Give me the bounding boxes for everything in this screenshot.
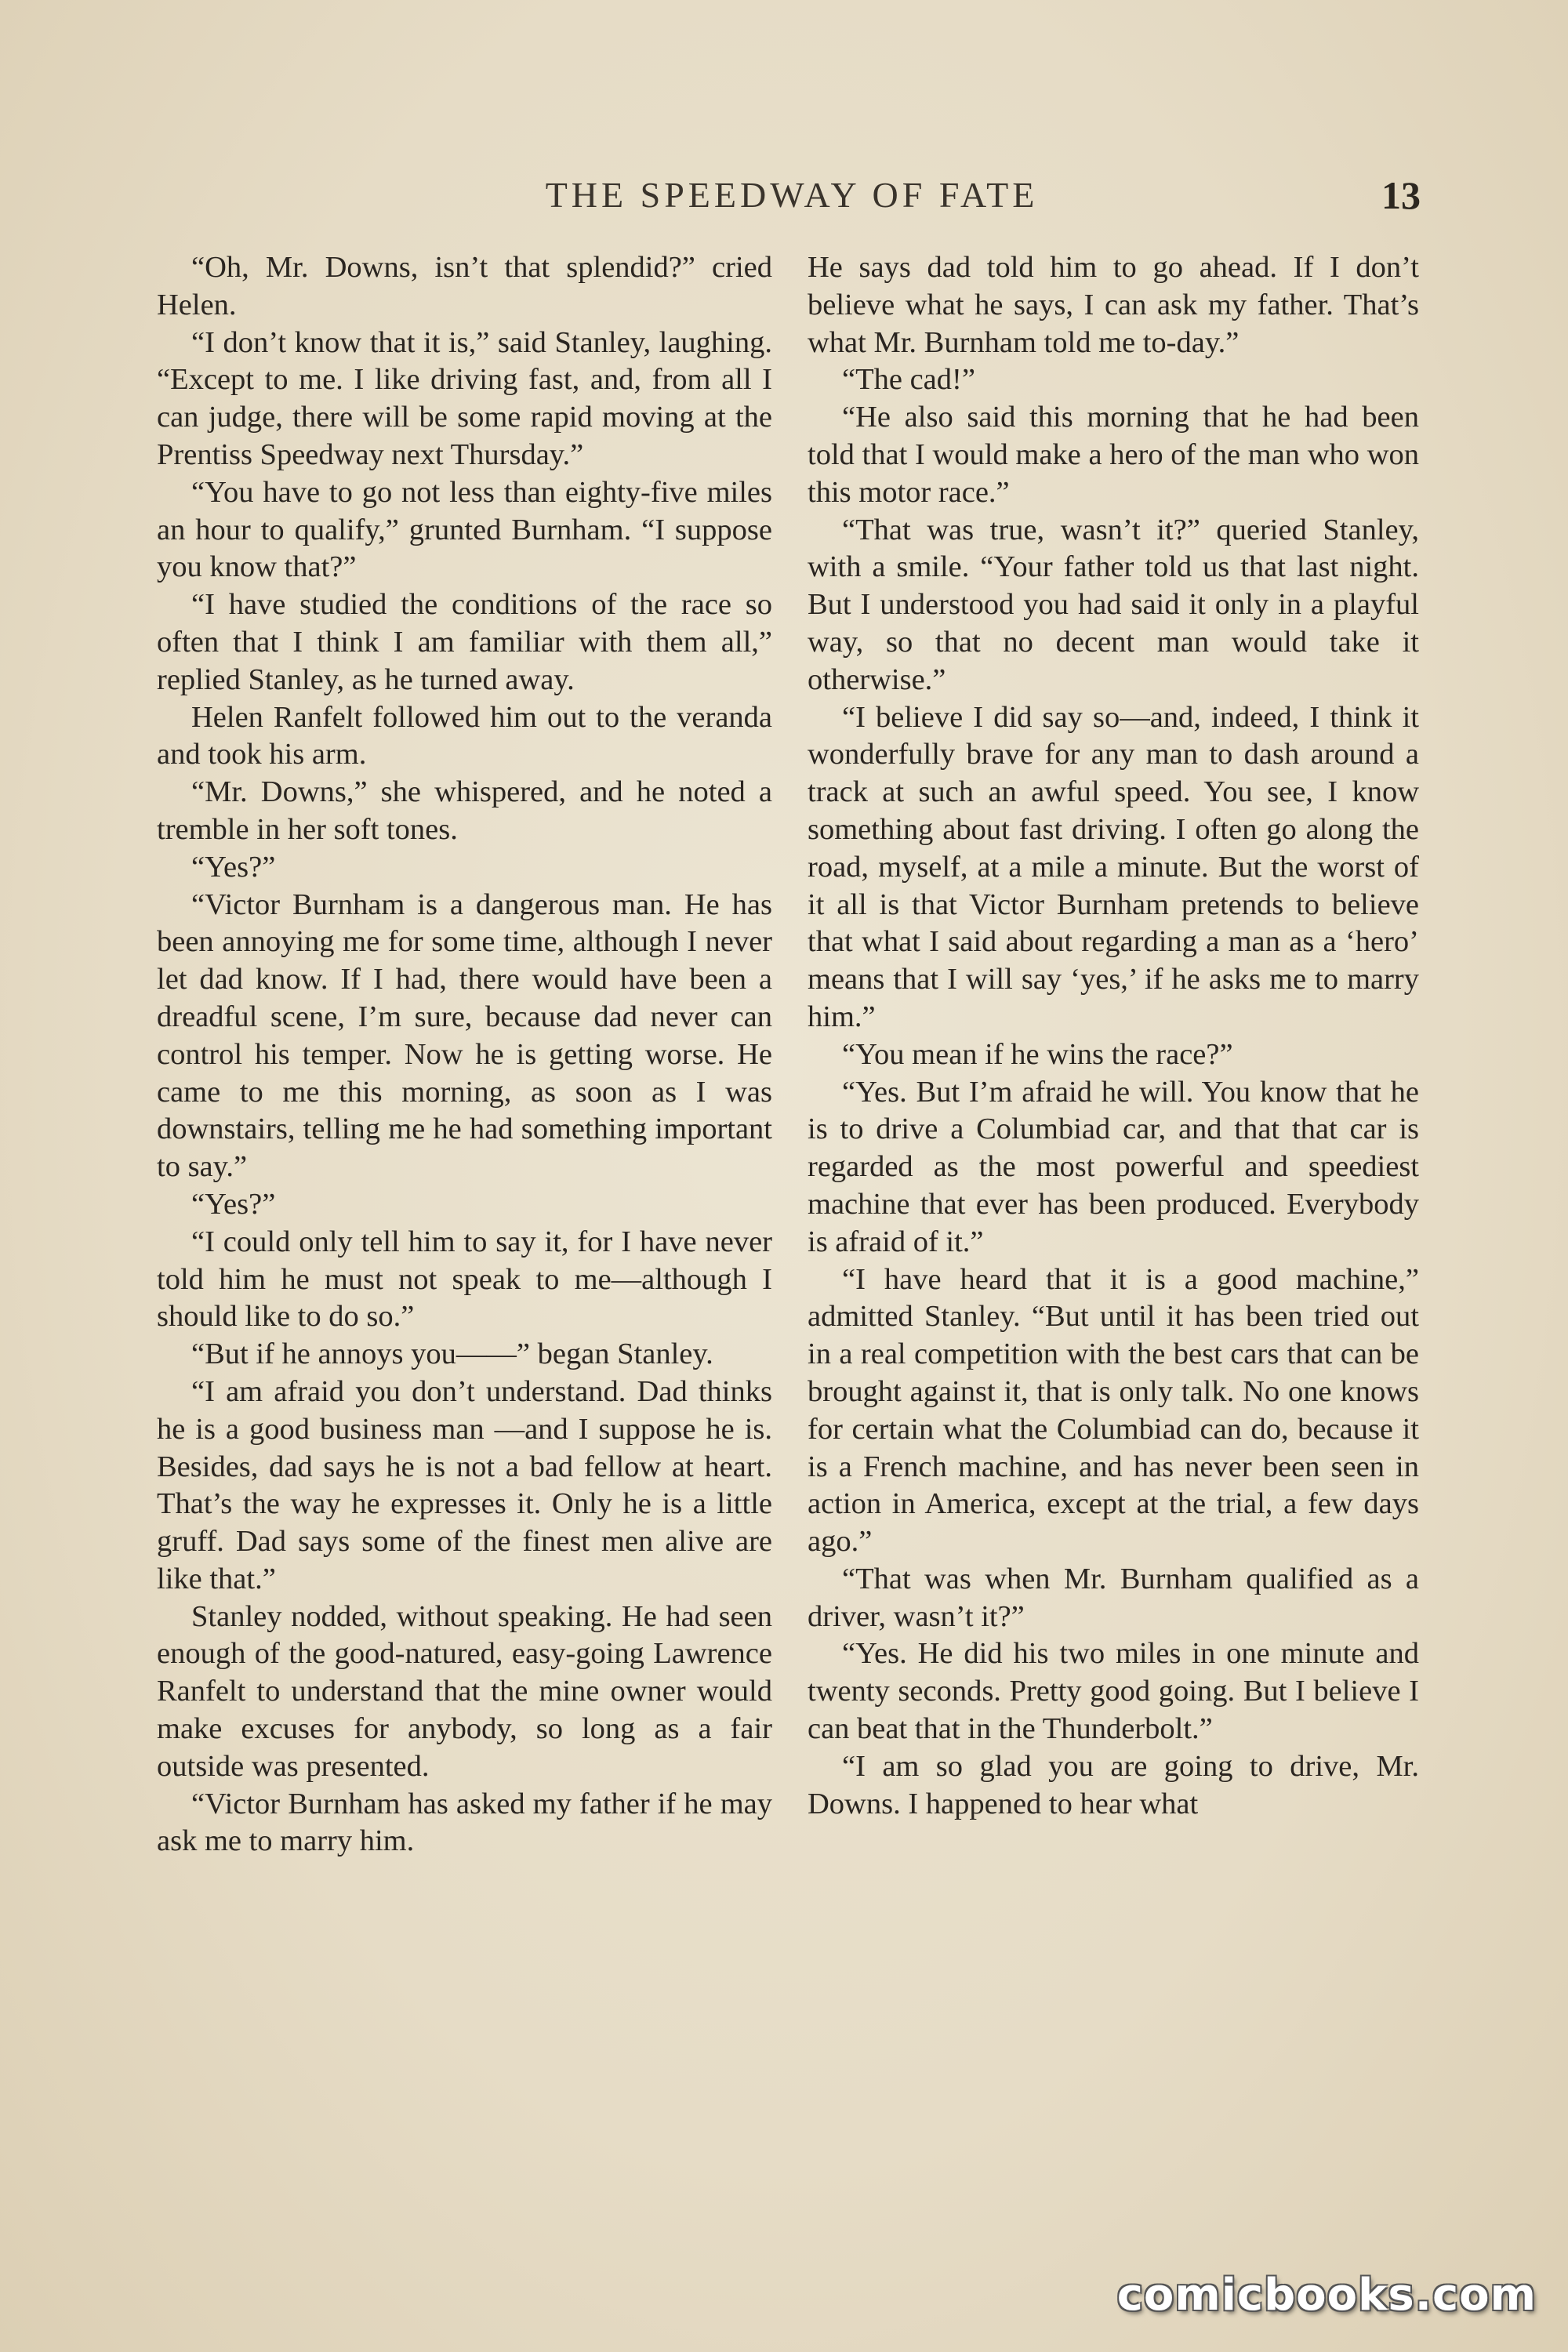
- paragraph: “I don’t know that it is,” said Stanley, laughing. “Except to me. I like driving fast, and, from all I can judge, there will be some rapid moving at the Prentiss Speedway next Thursday.”: [157, 325, 772, 471]
- site-watermark: comicbooks.com: [1116, 2270, 1537, 2321]
- page-header: [157, 174, 1427, 221]
- paragraph: “But if he annoys you——” began Stanley.: [191, 1338, 713, 1371]
- paragraph: “That was true, wasn’t it?” queried Stanley, with a smile. “Your father told us that last night. But I understood you had said it only in a playful way, so that no decent man would take it otherwise.”: [808, 513, 1419, 696]
- paragraph: “He also said this morning that he had been told that I would make a hero of the man who won this motor race.”: [808, 401, 1419, 509]
- paragraph: “I am afraid you don’t understand. Dad thinks he is a good business man —and I suppose he is. Besides, dad says he is not a bad fellow at heart. That’s the way he expresses it. Only he is a little gruff. Dad says some of the finest men alive are like that.”: [157, 1374, 772, 1595]
- right-text-column: [808, 249, 1419, 1823]
- running-title: THE SPEEDWAY OF FATE: [545, 175, 1039, 215]
- paragraph: “You mean if he wins the race?”: [842, 1037, 1233, 1071]
- page-number: 13: [1381, 173, 1421, 217]
- paragraph: “That was when Mr. Burnham qualified as a driver, wasn’t it?”: [808, 1562, 1419, 1633]
- paragraph: “Victor Burnham has asked my father if he may ask me to marry him.: [157, 1787, 772, 1858]
- left-text-column: [157, 249, 772, 1860]
- paragraph: “Oh, Mr. Downs, isn’t that splendid?” cried Helen.: [157, 251, 772, 321]
- paragraph: “You have to go not less than eighty-five miles an hour to qualify,” grunted Burnham. “I suppose you know that?”: [157, 475, 772, 584]
- paragraph: “Yes?”: [191, 1187, 276, 1221]
- paragraph: “I have heard that it is a good machine,” admitted Stanley. “But until it has been tried out in a real competition with the best cars that can be brought against it, that is only talk. No one knows for certain what the Columbiad can do, because it is a French machine, and has never been seen in action in America, except at the trial, a few days ago.”: [808, 1262, 1419, 1559]
- paragraph: “Victor Burnham is a dangerous man. He has been annoying me for some time, although I never let dad know. If I had, there would have been a dreadful scene, I’m sure, because dad never can control his temper. Now he is getting worse. He came to me this morning, as soon as I was downstairs, telling me he had something important to say.”: [157, 887, 772, 1184]
- paragraph: “Yes. But I’m afraid he will. You know that he is to drive a Columbiad car, and that that car is regarded as the most powerful and speediest machine that ever has been produced. Everybody is afraid of it.”: [808, 1075, 1419, 1258]
- paragraph: He says dad told him to go ahead. If I don’t believe what he says, I can ask my father. That’s what Mr. Burnham told me to-day.”: [808, 251, 1419, 359]
- paragraph: “I could only tell him to say it, for I have never told him he must not speak to me—although I should like to do so.”: [157, 1225, 772, 1334]
- paragraph: “The cad!”: [842, 363, 975, 397]
- paragraph: “I am so glad you are going to drive, Mr. Downs. I happened to hear what: [808, 1749, 1419, 1820]
- paragraph: “Yes?”: [191, 850, 276, 884]
- paragraph: Stanley nodded, without speaking. He had seen enough of the good-natured, easy-going Lawrence Ranfelt to understand that the mine owner would make excuses for anybody, so long as a fair outside was presented.: [157, 1599, 772, 1783]
- paragraph: “I believe I did say so—and, indeed, I think it wonderfully brave for any man to dash around a track at such an awful speed. You see, I know something about fast driving. I often go along the road, myself, at a mile a minute. But the worst of it all is that Victor Burnham pretends to believe that what I said about regarding a man as a ‘hero’ means that I will say ‘yes,’ if he asks me to marry him.”: [808, 700, 1419, 1033]
- paragraph: “Yes. He did his two miles in one minute and twenty seconds. Pretty good going. But I believe I can beat that in the Thunderbolt.”: [808, 1637, 1419, 1746]
- paragraph: Helen Ranfelt followed him out to the veranda and took his arm.: [157, 700, 772, 771]
- paragraph: “I have studied the conditions of the race so often that I think I am familiar with them all,” replied Stanley, as he turned away.: [157, 588, 772, 696]
- paragraph: “Mr. Downs,” she whispered, and he noted a tremble in her soft tones.: [157, 775, 772, 846]
